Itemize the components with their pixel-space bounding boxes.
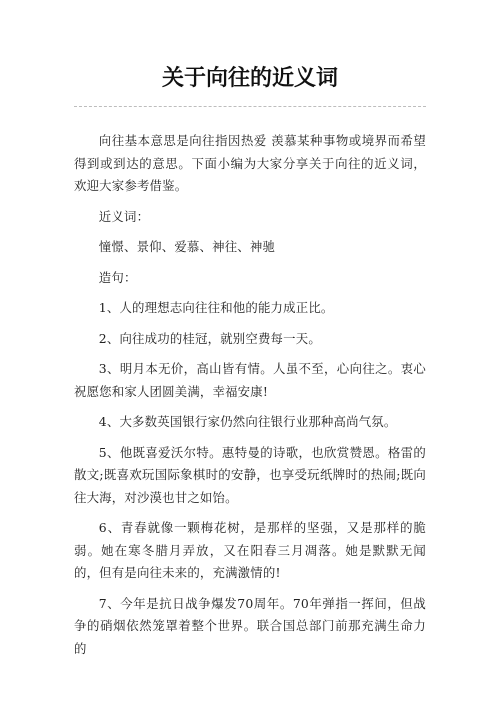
paragraph-example-3: 3、明月本无价，高山皆有情。人虽不至，心向往之。衷心祝愿您和家人团圆美满，幸福安康!	[74, 361, 426, 399]
paragraph-example-1: 1、人的理想志向往往和他的能力成正比。	[98, 300, 334, 315]
paragraph-example-7: 7、今年是抗日战争爆发70周年。70年弹指一挥间，但战争的硝烟依然笼罩着整个世界。联合国总部门前那充满生命力的	[74, 595, 426, 656]
paragraph-example-4: 4、大多数英国银行家仍然向往银行业那种高尚气氛。	[98, 414, 397, 429]
paragraph-examples-heading: 造句：	[98, 269, 137, 285]
document-title: 关于向往的近义词	[161, 66, 338, 91]
paragraph-example-6: 6、青春就像一颗梅花树，是那样的坚强，又是那样的脆弱。她在寒冬腊月弄放，又在阳春三月凋落。她是默默无闻的，但有是向往未来的，充满激情的!	[74, 520, 426, 580]
paragraph-example-2: 2、向往成功的桂冠，就别空费每一天。	[98, 330, 321, 346]
paragraph-example-5: 5、他既喜爱沃尔特。惠特曼的诗歌，也欣赏赞恩。格雷的散文;既喜欢玩国际象棋时的安静，也享受玩纸牌时的热闹;既向往大海，对沙漠也甘之如饴。	[74, 444, 426, 505]
paragraph-synonyms-list: 憧憬、景仰、爱慕、神往、神驰	[98, 239, 276, 254]
paragraph-intro: 向往基本意思是向往指因热爱 羡慕某种事物或境界而希望得到或到达的意思。下面小编为大家分享关于向往的近义词，欢迎大家参考借鉴。	[74, 133, 426, 193]
paragraph-synonyms-heading: 近义词：	[98, 208, 150, 224]
document-body	[74, 130, 426, 660]
title-divider	[74, 106, 426, 107]
